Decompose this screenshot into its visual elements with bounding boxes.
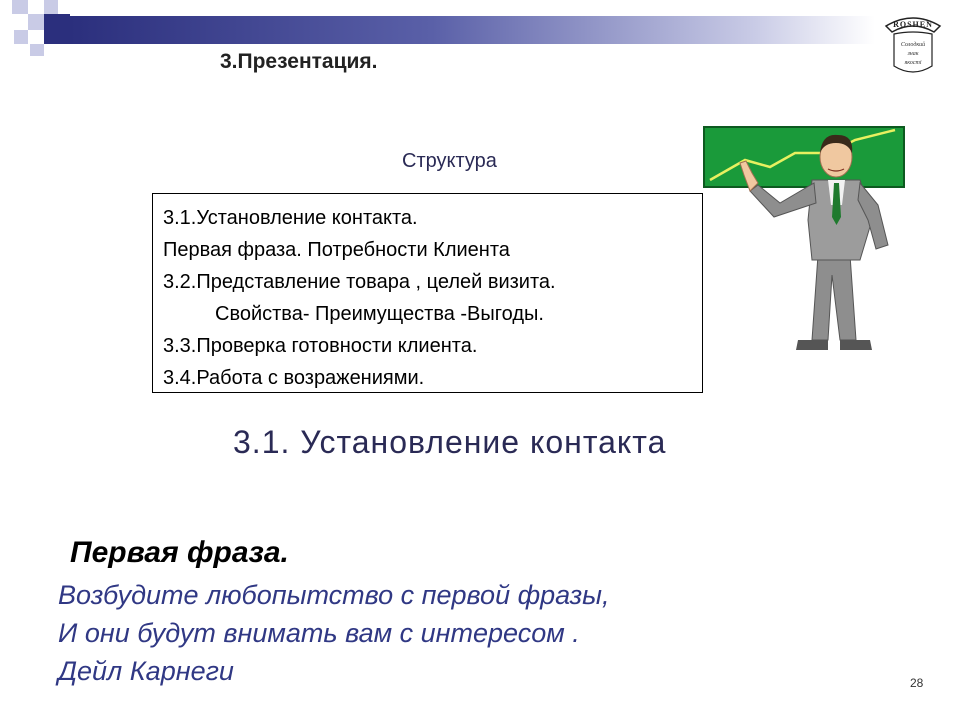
quote-line: И они будут внимать вам с интересом .	[58, 618, 580, 648]
svg-text:знак: знак	[907, 51, 919, 57]
svg-text:ROSHEN: ROSHEN	[893, 20, 933, 29]
roshen-logo-icon	[878, 8, 948, 80]
deco-square	[14, 30, 28, 44]
section-heading: 3.1. Установление контакта	[233, 424, 667, 460]
structure-item: 3.3.Проверка готовности клиента.	[163, 335, 478, 357]
structure-item: 3.1.Установление контакта.	[163, 207, 418, 229]
deco-square	[12, 0, 28, 14]
svg-text:якості: якості	[904, 60, 922, 66]
deco-square	[44, 0, 58, 14]
header-decoration	[0, 0, 960, 60]
structure-item: 3.4.Работа с возражениями.	[163, 367, 425, 389]
slide-subtitle: Структура	[402, 150, 497, 172]
deco-square	[30, 44, 44, 56]
structure-item: Свойства- Преимущества -Выгоды.	[215, 303, 544, 325]
structure-item: 3.2.Представление товара , целей визита.	[163, 271, 556, 293]
quote-author: Дейл Карнеги	[58, 656, 234, 686]
svg-text:Солодкий: Солодкий	[900, 42, 926, 48]
quote-line: Возбудите любопытство с первой фразы,	[58, 580, 610, 610]
slide-title: 3.Презентация.	[220, 50, 378, 73]
structure-box	[152, 193, 703, 393]
structure-item: Первая фраза. Потребности Клиента	[163, 239, 510, 261]
presenter-with-chart-icon	[700, 125, 920, 360]
deco-square	[44, 14, 70, 44]
page-number: 28	[910, 676, 924, 690]
phrase-heading: Первая фраза.	[70, 536, 289, 569]
deco-square	[28, 14, 44, 30]
header-gradient-bar	[70, 16, 875, 44]
